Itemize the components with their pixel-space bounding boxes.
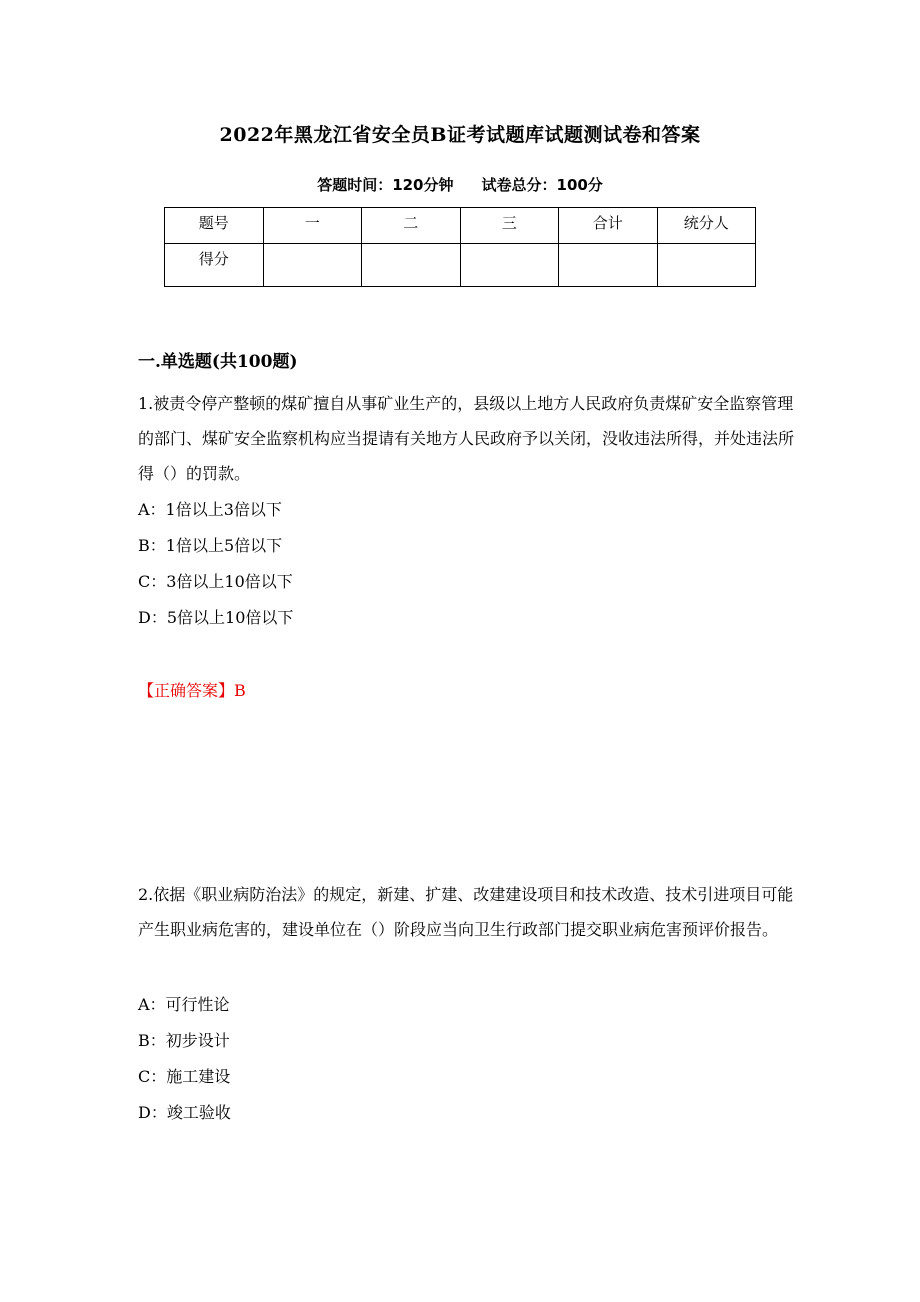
score-cell: [263, 244, 362, 287]
question-1-option-d: D：5倍以上10倍以下: [138, 608, 294, 627]
score-table-header: 二: [362, 208, 461, 244]
question-2-option-d: D：竣工验收: [138, 1103, 231, 1122]
score-table-header: 合计: [559, 208, 658, 244]
question-2-option-c: C：施工建设: [138, 1067, 231, 1086]
question-1-option-b: B：1倍以上5倍以下: [138, 536, 283, 555]
score-table-header-row: [165, 208, 756, 244]
question-2-text: 2.依据《职业病防治法》的规定，新建、扩建、改建建设项目和技术改造、技术引进项目可能产生职业病危害的，建设单位在（）阶段应当向卫生行政部门提交职业病危害预评价报告。: [138, 885, 794, 939]
question-2-option-a: A：可行性论: [138, 995, 230, 1014]
score-cell: [559, 244, 658, 287]
exam-total-score: 试卷总分：100分: [481, 176, 603, 194]
score-cell: [657, 244, 756, 287]
score-table-score-row: [165, 244, 756, 287]
score-cell: [460, 244, 559, 287]
exam-meta: [0, 174, 920, 195]
question-1-answer: 【正确答案】B: [138, 681, 246, 700]
question-1-text: 1.被责令停产整顿的煤矿擅自从事矿业生产的，县级以上地方人民政府负责煤矿安全监察管理的部门、煤矿安全监察机构应当提请有关地方人民政府予以关闭，没收违法所得，并处违法所得（）的罚款。: [138, 394, 795, 483]
score-table-header: 统分人: [657, 208, 756, 244]
page-title: 2022年黑龙江省安全员B证考试题库试题测试卷和答案: [219, 124, 701, 146]
question-2-option-b: B：初步设计: [138, 1031, 230, 1050]
score-table: [164, 207, 756, 287]
score-table-header: 三: [460, 208, 559, 244]
question-1-option-c: C：3倍以上10倍以下: [138, 572, 293, 591]
exam-time: 答题时间：120分钟: [317, 176, 454, 194]
score-table-header: 题号: [165, 208, 264, 244]
score-table-header: 一: [263, 208, 362, 244]
score-cell: [362, 244, 461, 287]
score-row-label: 得分: [165, 244, 264, 287]
section-heading: 一.单选题(共100题): [138, 352, 298, 372]
question-1-option-a: A：1倍以上3倍以下: [138, 500, 282, 519]
